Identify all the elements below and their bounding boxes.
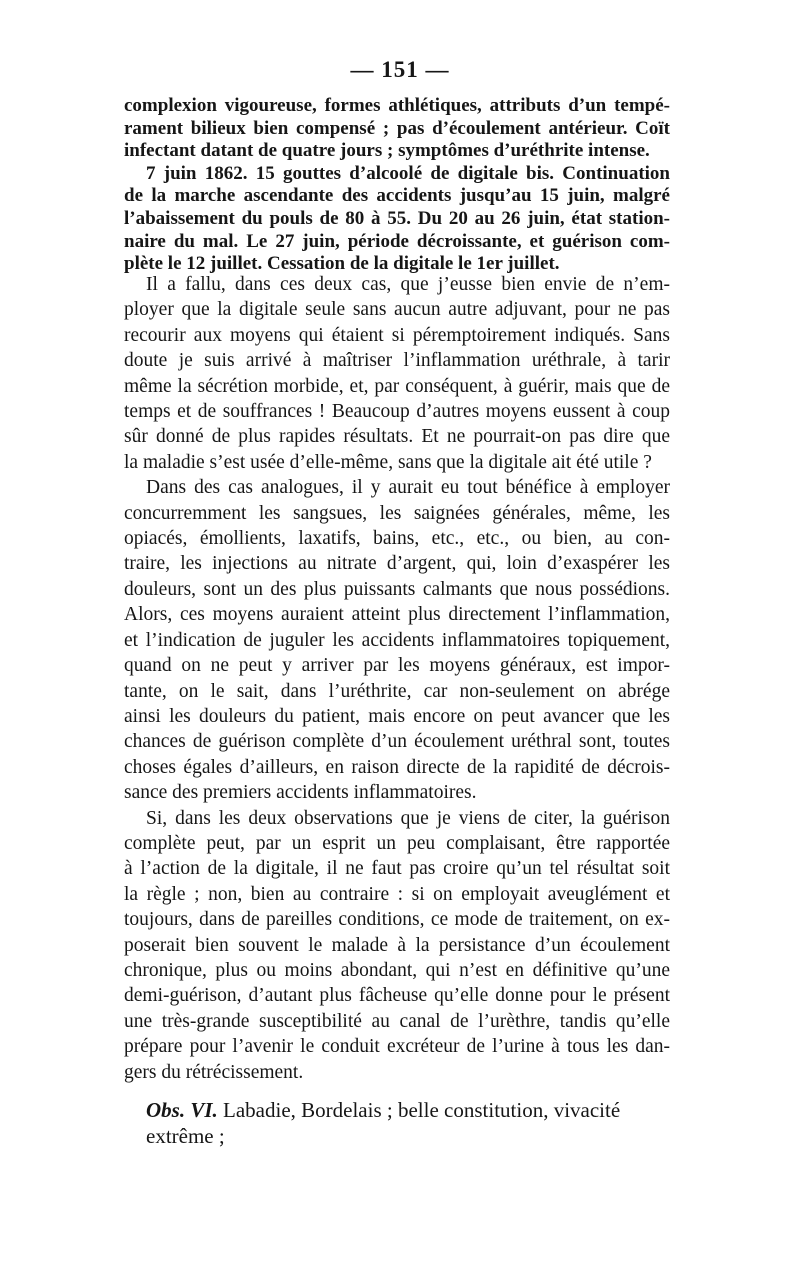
- observation-heading: [146, 1097, 670, 1149]
- page-number: — 151 —: [350, 57, 450, 82]
- text-line: recourir aux moyens qui étaient si péremptoirement indiqués. Sans: [124, 324, 670, 346]
- text-line: gers du rétrécissement.: [124, 1061, 304, 1083]
- text-line: à l’action de la digitale, il ne faut pas croire qu’un tel résultat soit: [124, 858, 670, 880]
- text-line: concurremment les sangsues, les saignées générales, même, les: [124, 502, 670, 524]
- text-line: chances de guérison complète d’un écoulement uréthral sont, toutes: [124, 731, 670, 753]
- text-line: de la marche ascendante des accidents jusqu’au 15 juin, malgré: [124, 185, 670, 207]
- text-line: Alors, ces moyens auraient atteint plus directement l’inflammation,: [124, 604, 670, 626]
- text-line: plète le 12 juillet. Cessation de la digitale le 1er juillet.: [124, 253, 560, 275]
- text-line: douleurs, sont un des plus puissants calmants que nous possédions.: [124, 578, 670, 600]
- paragraph: [124, 806, 670, 1085]
- text-line: sûr donné de plus rapides résultats. Et ne pourrait-on pas dire que: [124, 426, 670, 448]
- case-notes-block: [124, 95, 670, 276]
- text-line: 7 juin 1862. 15 gouttes d’alcoolé de digitale bis. Continuation: [146, 162, 670, 184]
- text-line: et l’indication de juguler les accidents inflammatoires topiquement,: [124, 629, 670, 651]
- text-line: prépare pour l’avenir le conduit excréteur de l’urine à tous les dan-: [124, 1036, 670, 1058]
- text-line: naire du mal. Le 27 juin, période décroissante, et guérison com-: [124, 230, 670, 252]
- text-line: toujours, dans de pareilles conditions, ce mode de traitement, on ex-: [124, 909, 670, 931]
- text-line: l’abaissement du pouls de 80 à 55. Du 20 au 26 juin, état station-: [124, 207, 670, 229]
- text-line: Dans des cas analogues, il y aurait eu tout bénéfice à employer: [146, 477, 670, 499]
- text-line: quand on ne peut y arriver par les moyens généraux, est impor-: [124, 655, 670, 677]
- observation-label: Obs. VI.: [146, 1098, 218, 1122]
- text-line: demi-guérison, d’autant plus fâcheuse qu’elle donne pour le présent: [124, 985, 670, 1007]
- text-line: opiacés, émollients, laxatifs, bains, etc., etc., ou bien, au con-: [124, 528, 670, 550]
- text-line: chronique, plus ou moins abondant, qui n’est en définitive qu’une: [124, 959, 670, 981]
- text-line: poserait bien souvent le malade à la persistance d’un écoulement: [124, 934, 670, 956]
- main-text: [124, 272, 670, 1085]
- text-line: Si, dans les deux observations que je viens de citer, la guérison: [146, 807, 670, 829]
- text-line: Il a fallu, dans ces deux cas, que j’eusse bien envie de n’em-: [146, 274, 670, 295]
- text-line: tante, on le sait, dans l’uréthrite, car non-seulement on abrége: [124, 680, 670, 702]
- text-line: infectant datant de quatre jours ; symptômes d’uréthrite intense.: [124, 140, 650, 162]
- text-line: une très-grande susceptibilité au canal de l’urèthre, tandis qu’elle: [124, 1010, 670, 1032]
- text-line: la règle ; non, bien au contraire : si on employait aveuglément et: [124, 883, 670, 905]
- text-line: ployer que la digitale seule sans aucun autre adjuvant, pour ne pas: [124, 299, 670, 321]
- observation-text: Labadie, Bordelais ; belle constitution, vivacité extrême ;: [146, 1098, 621, 1148]
- text-line: temps et de souffrances ! Beaucoup d’autres moyens eussent à coup: [124, 401, 670, 423]
- text-line: même la sécrétion morbide, et, par conséquent, à guérir, mais que de: [124, 375, 670, 397]
- text-line: choses égales d’ailleurs, en raison directe de la rapidité de décrois-: [124, 756, 670, 778]
- text-line: sance des premiers accidents inflammatoires.: [124, 782, 477, 804]
- text-line: ainsi les douleurs du patient, mais encore on peut avancer que les: [124, 705, 670, 727]
- paragraph: [124, 475, 670, 805]
- text-line: complexion vigoureuse, formes athlétiques, attributs d’un tempé-: [124, 95, 670, 116]
- text-line: la maladie s’est usée d’elle-même, sans que la digitale ait été utile ?: [124, 451, 652, 473]
- text-line: doute je suis arrivé à maîtriser l’inflammation uréthrale, à tarir: [124, 350, 670, 372]
- text-line: complète peut, par un esprit un peu complaisant, être rapportée: [124, 832, 670, 854]
- paragraph: [124, 272, 670, 475]
- text-line: traire, les injections au nitrate d’argent, qui, loin d’exaspérer les: [124, 553, 670, 575]
- text-line: rament bilieux bien compensé ; pas d’écoulement antérieur. Coït: [124, 117, 670, 139]
